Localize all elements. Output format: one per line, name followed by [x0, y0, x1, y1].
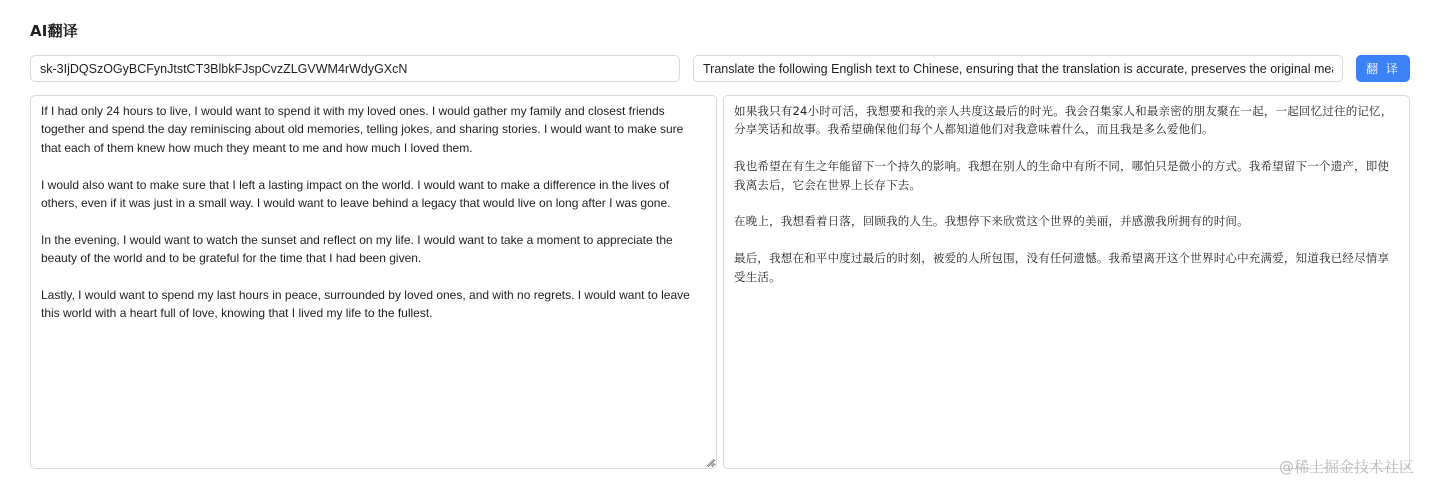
api-key-input[interactable] [30, 55, 680, 82]
resize-handle-icon[interactable] [706, 458, 715, 467]
prompt-input[interactable] [693, 55, 1343, 82]
translation-output: 如果我只有24小时可活，我想要和我的亲人共度这最后的时光。我会召集家人和最亲密的朋友聚在一起，一起回忆过往的记忆，分享笑话和故事。我希望确保他们每个人都知道他们对我意味着什么，而且我是多么爱他们。 我也希望在有生之年能留下一个持久的影响。我想在别人的生命中有所不同，哪怕只是微小的方式。我希望留下一个遗产，即使我离去后，它会在世界上长存下去。 在晚上，我想看着日落，回顾我的人生。我想停下来欣赏这个世界的美丽，并感激我所拥有的时间。 最后，我想在和平中度过最后的时刻，被爱的人所包围，没有任何遗憾。我希望离开这个世界时心中充满爱，知道我已经尽情享受生活。 [723, 95, 1410, 469]
source-text-area[interactable] [30, 95, 717, 469]
watermark: @稀土掘金技术社区 [1278, 458, 1414, 476]
page-title: AI翻译 [30, 22, 78, 40]
translate-button[interactable]: 翻 译 [1356, 55, 1410, 82]
